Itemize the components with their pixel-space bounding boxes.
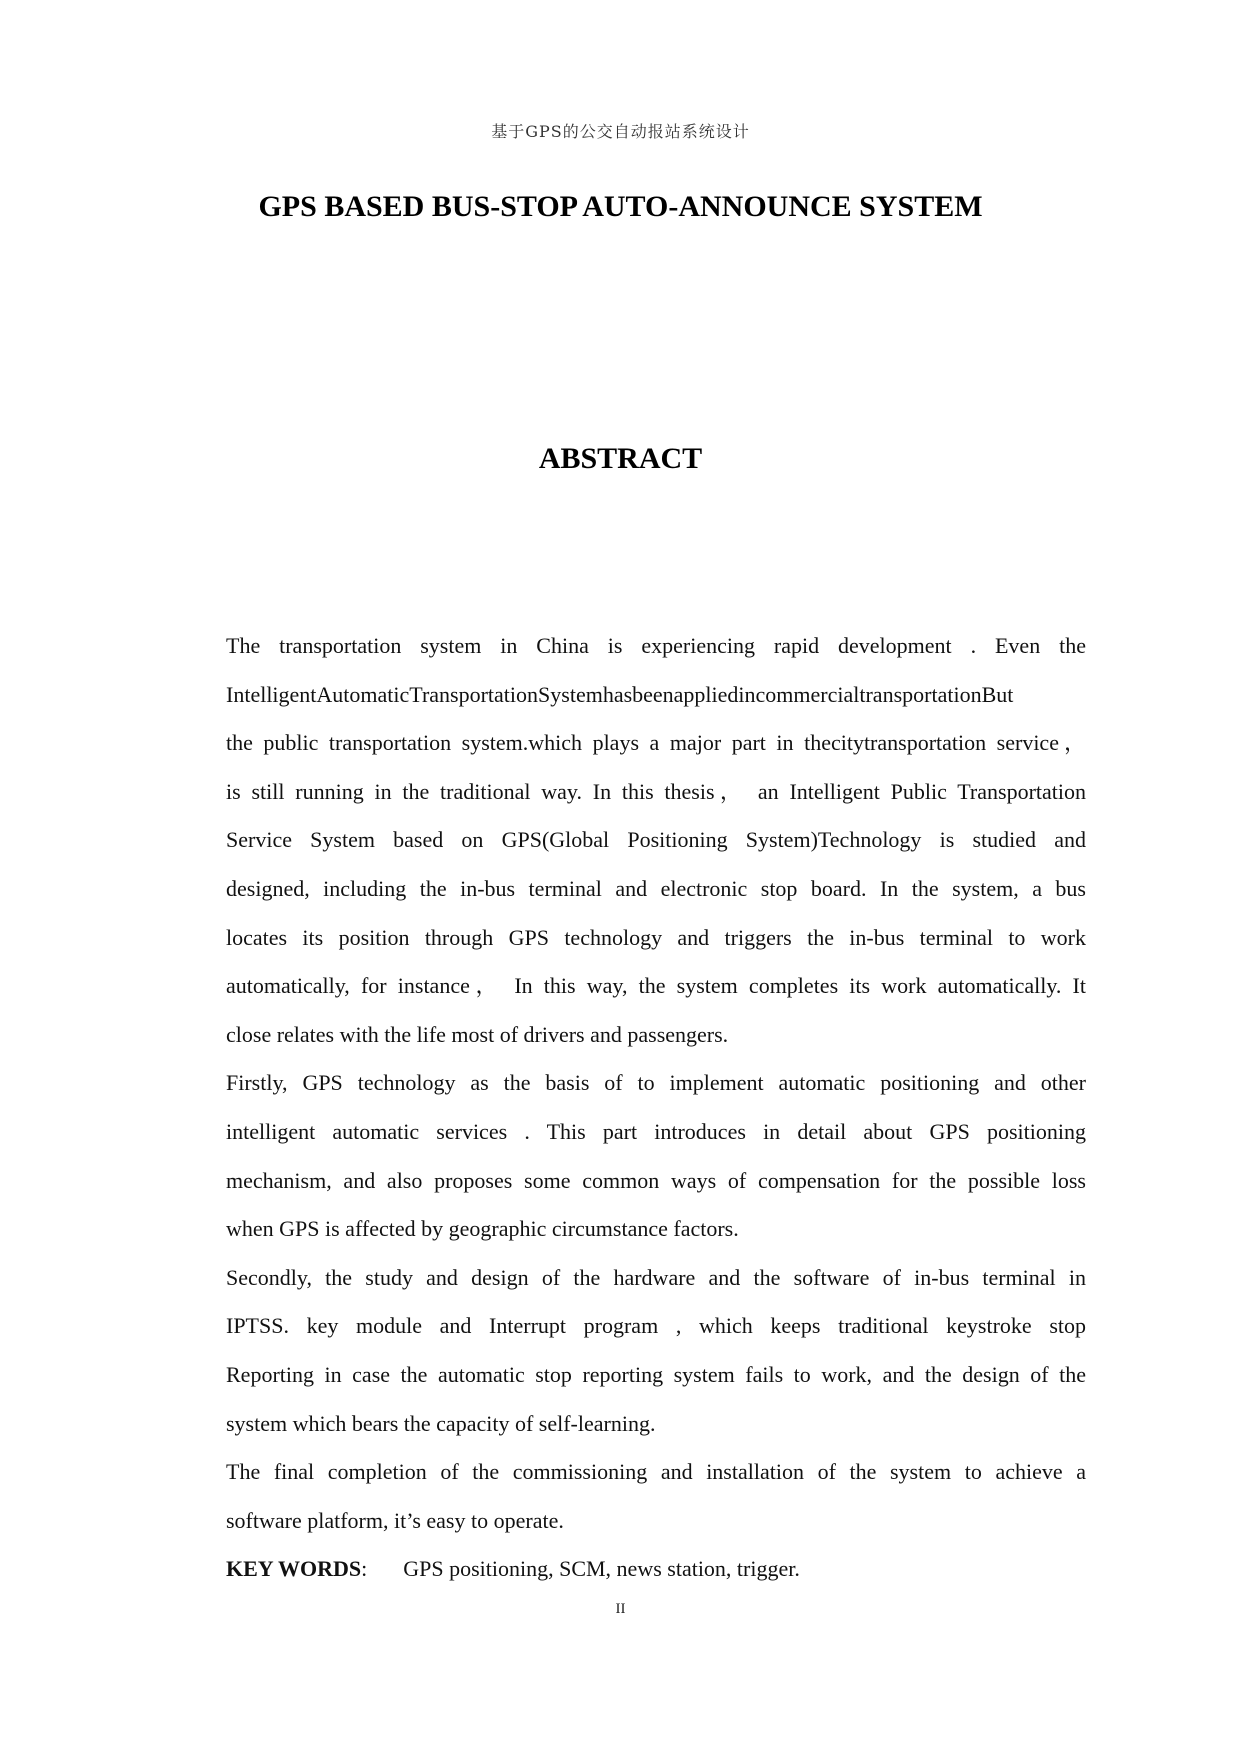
text-line: The transportation system in China is experiencing rapid development . Even the bbox=[226, 633, 1086, 658]
text-line: Secondly, the study and design of the hardware and the software of in-bus terminal in bbox=[226, 1264, 1086, 1290]
abstract-paragraph bbox=[176, 622, 1086, 1059]
keywords-line bbox=[176, 1545, 1086, 1594]
text-line: designed, including the in-bus terminal and electronic stop board. In the system, a bus bbox=[226, 875, 1086, 901]
abstract-heading: ABSTRACT bbox=[538, 442, 703, 475]
text-line: The final completion of the commissioning and installation of the system to achieve a bbox=[226, 1459, 1086, 1485]
text-line: when GPS is affected by geographic circumstance factors. bbox=[226, 1216, 739, 1242]
abstract-body bbox=[176, 622, 1086, 1594]
text-line: IPTSS. key module and Interrupt program , which keeps traditional keystroke stop bbox=[226, 1313, 1086, 1339]
text-line: IntelligentAutomaticTransportationSystemhasbeenappliedincommercialtransportationBut bbox=[226, 681, 1014, 707]
text-line: locates its position through GPS technology and triggers the in-bus terminal to work bbox=[226, 924, 1086, 950]
text-line: is still running in the traditional way. In this thesis， an Intelligent Public Transportation bbox=[226, 778, 1086, 804]
document-title: GPS BASED BUS-STOP AUTO-ANNOUNCE SYSTEM bbox=[258, 190, 983, 223]
text-line: Firstly, GPS technology as the basis of to implement automatic positioning and other bbox=[226, 1070, 1086, 1096]
text-line: automatically, for instance， In this way, the system completes its work automatically. It bbox=[226, 973, 1086, 999]
abstract-paragraph bbox=[176, 1059, 1086, 1253]
running-header: 基于GPS的公交自动报站系统设计 bbox=[491, 122, 750, 141]
keywords-separator: : bbox=[361, 1556, 368, 1582]
text-line: system which bears the capacity of self-learning. bbox=[226, 1410, 656, 1436]
text-line: intelligent automatic services . This part introduces in detail about GPS positioning bbox=[226, 1118, 1086, 1144]
text-line: software platform, it’s easy to operate. bbox=[226, 1507, 564, 1533]
abstract-paragraph bbox=[176, 1448, 1086, 1545]
page-number: II bbox=[615, 1601, 626, 1617]
keywords-label: KEY WORDS bbox=[226, 1556, 362, 1582]
text-line: close relates with the life most of drivers and passengers. bbox=[226, 1021, 729, 1047]
abstract-paragraph bbox=[176, 1254, 1086, 1448]
text-line: Service System based on GPS(Global Positioning System)Technology is studied and bbox=[226, 827, 1086, 853]
text-line: Reporting in case the automatic stop reporting system fails to work, and the design of the bbox=[226, 1361, 1086, 1387]
text-line: the public transportation system.which plays a major part in thecitytransportation service， bbox=[226, 730, 1086, 756]
text-line: mechanism, and also proposes some common ways of compensation for the possible loss bbox=[226, 1167, 1086, 1193]
keywords-value: GPS positioning, SCM, news station, trigger. bbox=[403, 1556, 800, 1582]
